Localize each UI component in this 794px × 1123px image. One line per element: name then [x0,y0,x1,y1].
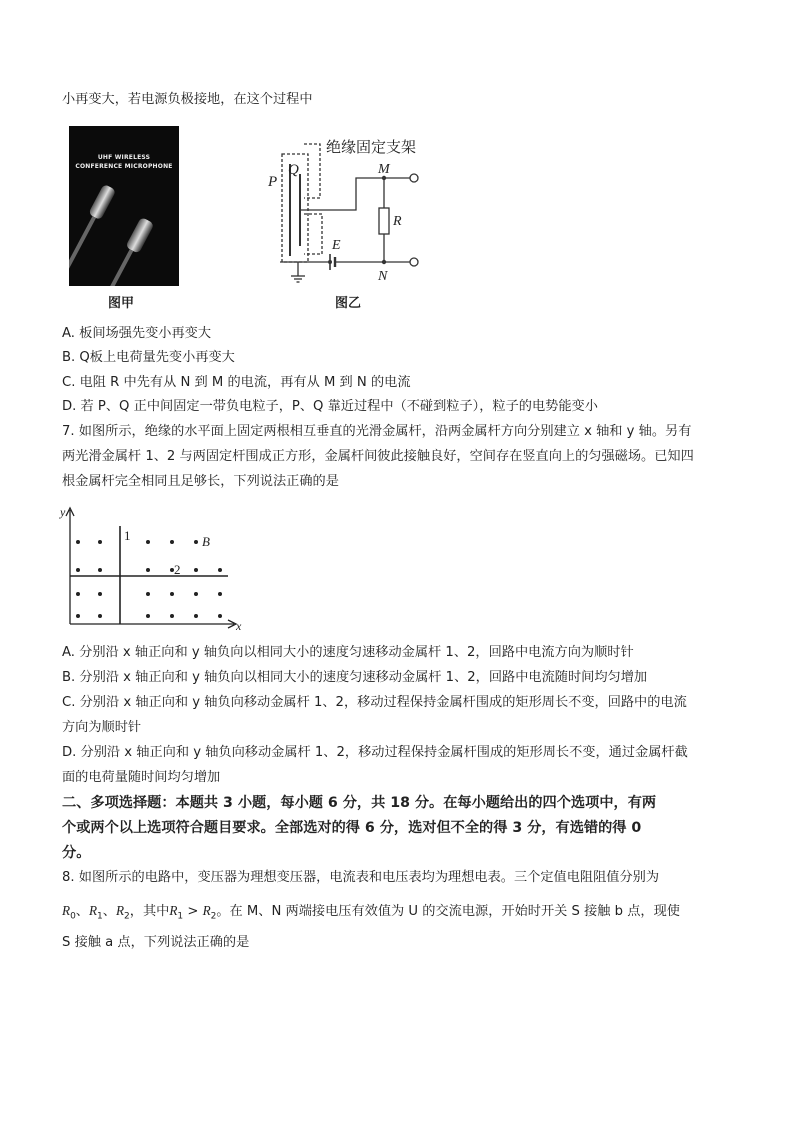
q7-stem-line1: 7. 如图所示，绝缘的水平面上固定两根相互垂直的光滑金属杆，沿两金属杆方向分别建立 x 轴和 y 轴。另有 [62,424,692,439]
section2-line3: 分。 [62,845,91,861]
label-E: E [332,238,341,253]
r0-symbol: R [62,903,71,918]
figure-yi-caption: 图乙 [335,296,362,311]
resistor-R [379,208,389,234]
capacitor-circuit-diagram [260,134,440,294]
field-dot [76,568,80,572]
terminal-M [410,174,418,182]
photo-title-line2: CONFERENCE MICROPHONE [75,163,173,170]
axis-x-label: x [236,619,242,632]
label-P: P [268,174,278,190]
photo-title-line1: UHF WIRELESS [97,154,151,161]
magnetic-field-diagram [56,500,246,632]
field-dot [170,614,174,618]
figure-jia-caption: 图甲 [108,296,135,311]
field-dot [146,568,150,572]
node-E-dot [328,260,332,264]
q8-line2 [62,901,680,927]
cond-r2-subscript: 2 [210,911,217,922]
q7-option-d-cont: 面的电荷量随时间均匀增加 [62,770,221,785]
q8-condition-intro: ，其中 [129,904,170,919]
q8-line3: S 接触 a 点，下列说法正确的是 [62,935,250,950]
q7-stem-line2: 两光滑金属杆 1、2 与两固定杆围成正方形，金属杆间彼此接触良好，空间存在竖直向上的匀强磁场。已知四 [62,449,694,464]
cond-r2-symbol: R [202,903,211,918]
label-N: N [378,269,388,284]
q6-option-d: D. 若 P、Q 正中间固定一带负电粒子，P、Q 靠近过程中（不碰到粒子），粒子的电势能变小 [62,399,598,414]
field-dot [98,540,102,544]
separator-1: 、 [75,904,89,919]
intro-line: 小再变大，若电源负极接地，在这个过程中 [62,92,313,107]
q7-stem-line3: 根金属杆完全相同且足够长，下列说法正确的是 [62,474,339,489]
label-Q: Q [288,162,299,178]
terminal-N [410,258,418,266]
q6-option-c: C. 电阻 R 中先有从 N 到 M 的电流，再有从 M 到 N 的电流 [62,375,411,390]
label-R: R [393,214,402,229]
node-N-dot [382,260,386,264]
field-dot [170,540,174,544]
field-dot [146,592,150,596]
q6-option-b: B. Q板上电荷量先变小再变大 [62,350,235,365]
field-dot [194,614,198,618]
q7-option-c-cont: 方向为顺时针 [62,720,142,735]
rod-1-label: 1 [124,528,131,543]
q7-option-c: C. 分别沿 x 轴正向和 y 轴负向移动金属杆 1、2，移动过程保持金属杆围成的矩形周长不变，回路中的电流 [62,695,687,710]
field-dot [76,540,80,544]
r1-symbol: R [88,903,98,918]
q7-option-b: B. 分别沿 x 轴正向和 y 轴负向以相同大小的速度匀速移动金属杆 1、2，回路中电流随时间均匀增加 [62,670,648,685]
insulating-support-top [304,144,320,198]
cond-r1-subscript: 1 [177,911,184,922]
field-dot [194,568,198,572]
field-dot [98,614,102,618]
field-dot [98,592,102,596]
q7-option-a: A. 分别沿 x 轴正向和 y 轴负向以相同大小的速度匀速移动金属杆 1、2，回路中电流方向为顺时针 [62,645,634,660]
field-dot [146,614,150,618]
axis-y-label: y [60,505,66,519]
label-insulating-support: 绝缘固定支架 [326,138,417,156]
insulating-support-bottom [304,214,322,254]
label-M: M [378,162,390,177]
q7-option-d: D. 分别沿 x 轴正向和 y 轴负向移动金属杆 1、2，移动过程保持金属杆围成的矩形周长不变，通过金属杆截 [62,745,688,760]
field-dot [146,540,150,544]
field-dot [170,592,174,596]
field-dots [76,540,222,618]
field-dot [218,614,222,618]
field-dot [218,568,222,572]
wire-top [300,178,410,210]
field-dot [76,614,80,618]
q8-line2-rest: 。在 M、N 两端接电压有效值为 U 的交流电源，开始时开关 S 接触 b 点，现使 [216,904,680,919]
field-dot [218,592,222,596]
field-dot [194,592,198,596]
q8-line1: 8. 如图所示的电路中，变压器为理想变压器，电流表和电压表均为理想电表。三个定值电阻阻值分别为 [62,870,660,885]
r2-subscript: 2 [124,911,130,922]
q6-option-a: A. 板间场强先变小再变大 [62,326,212,341]
r0-subscript: 0 [70,911,76,922]
microphone-drawing [69,126,179,286]
microphone-photo [69,126,179,286]
field-dot [76,592,80,596]
greater-than-sign: > [183,904,203,919]
section2-line2: 个或两个以上选项符合题目要求。全部选对的得 6 分，选对但不全的得 3 分，有选错的得 0 [62,820,642,836]
separator-2: 、 [102,904,116,919]
field-dot [194,540,198,544]
field-dot [98,568,102,572]
rod-2-label: 2 [174,562,181,577]
section2-line1: 二、多项选择题：本题共 3 小题，每小题 6 分，共 18 分。在每小题给出的四个选项中，有两 [62,795,657,811]
field-B-label: B [202,534,210,549]
r1-subscript: 1 [97,911,103,922]
r2-symbol: R [115,903,125,918]
cond-r1-symbol: R [169,903,178,918]
